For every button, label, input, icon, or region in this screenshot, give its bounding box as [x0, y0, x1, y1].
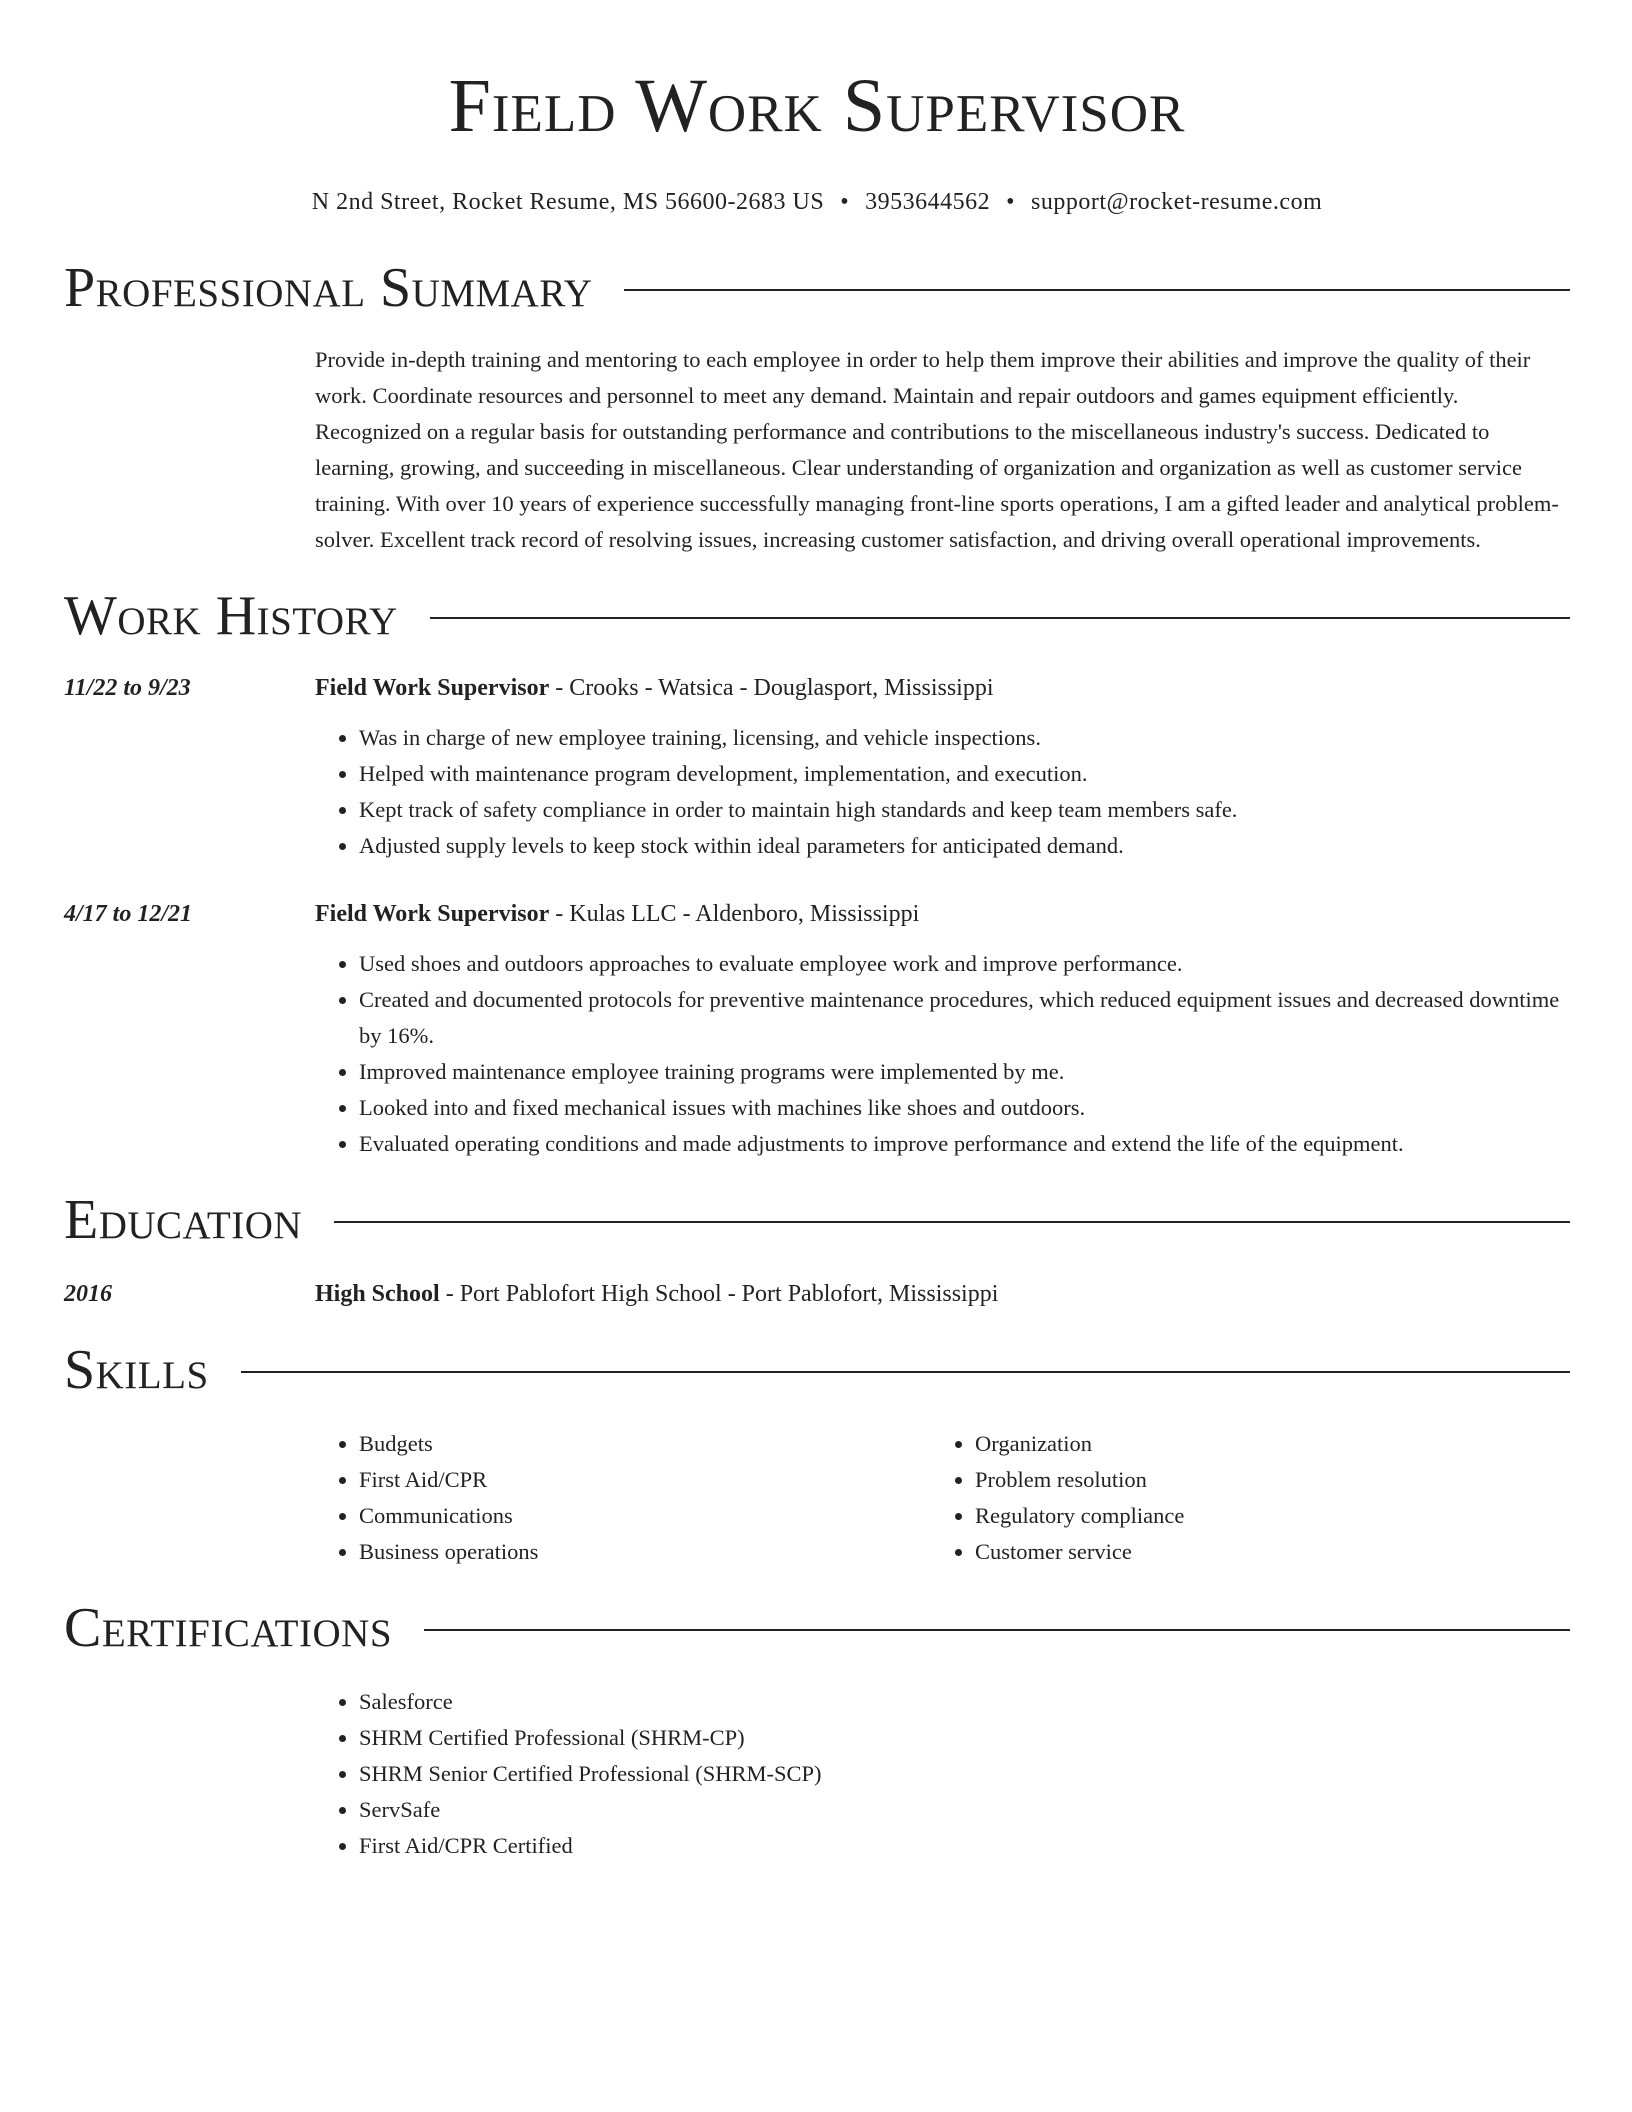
education-header — [64, 1276, 1570, 1312]
list-item: • Problem resolution — [975, 1462, 1547, 1498]
contact-phone: 3953644562 — [865, 189, 991, 215]
section-divider — [624, 289, 1570, 291]
list-item: • First Aid/CPR Certified — [359, 1828, 1570, 1864]
work-heading: Work History — [64, 585, 398, 647]
list-item: • Looked into and fixed mechanical issues with machines like shoes and outdoors. — [359, 1090, 1570, 1126]
list-item: • Adjusted supply levels to keep stock within ideal parameters for anticipated demand. — [359, 828, 1570, 864]
candidate-name: Field Work Supervisor — [448, 64, 1186, 148]
summary-section-header — [64, 256, 1570, 320]
education-heading: Education — [64, 1189, 303, 1251]
list-item: • SHRM Senior Certified Professional (SHRM-SCP) — [359, 1756, 1570, 1792]
list-item: • Created and documented protocols for preventive maintenance procedures, which reduced equipment issues and decreased downtime by 16%. — [359, 982, 1570, 1054]
job-entry — [64, 670, 1570, 864]
list-item: • Kept track of safety compliance in order to maintain high standards and keep team members safe. — [359, 792, 1570, 828]
education-degree: High School — [315, 1281, 440, 1307]
section-divider — [241, 1371, 1570, 1373]
skills-columns — [315, 1426, 1570, 1570]
list-item: • Communications — [359, 1498, 931, 1534]
list-item: • Helped with maintenance program development, implementation, and execution. — [359, 756, 1570, 792]
list-item: • First Aid/CPR — [359, 1462, 931, 1498]
certifications-heading: Certifications — [64, 1597, 393, 1659]
list-item: • ServSafe — [359, 1792, 1570, 1828]
contact-email: support@rocket-resume.com — [1031, 189, 1323, 215]
skills-heading: Skills — [64, 1339, 209, 1401]
list-item: • Regulatory compliance — [975, 1498, 1547, 1534]
contact-line — [64, 186, 1570, 218]
education-year: 2016 — [64, 1281, 112, 1307]
list-item: • Was in charge of new employee training, licensing, and vehicle inspections. — [359, 720, 1570, 756]
job-dates: 4/17 to 12/21 — [64, 901, 193, 927]
job-title-line — [315, 670, 994, 706]
skills-section-header — [64, 1338, 1570, 1402]
education-school: - Port Pablofort High School - Port Pablofort, Mississippi — [439, 1281, 999, 1307]
section-divider — [424, 1629, 1570, 1631]
list-item: • Improved maintenance employee training programs were implemented by me. — [359, 1054, 1570, 1090]
contact-separator: • — [840, 189, 850, 215]
certifications-list — [315, 1684, 1570, 1864]
education-entry — [64, 1276, 1570, 1312]
certifications-section-header — [64, 1596, 1570, 1660]
list-item: • Business operations — [359, 1534, 931, 1570]
list-item: • Evaluated operating conditions and made adjustments to improve performance and extend the life of the equipment. — [359, 1126, 1570, 1162]
skills-list-right — [931, 1426, 1547, 1570]
job-title: Field Work Supervisor — [315, 675, 550, 701]
skills-list-left — [315, 1426, 931, 1570]
job-header — [64, 896, 1570, 932]
summary-text: Provide in-depth training and mentoring to each employee in order to help them improve their abilities and improve the quality of their work. Coordinate resources and personnel to meet any demand. Maintain and repair outdoors and games equipment efficiently. Recognized on a regular basis for outstanding performance and contributions to the miscellaneous industry's success. Dedicated to learning, growing, and succeeding in miscellaneous. Clear understanding of organization and organization as well as customer service training. With over 10 years of experience successfully managing front-line sports operations, I am a gifted leader and analytical problem-solver. Excellent track record of resolving issues, increasing customer satisfaction, and driving overall operational improvements. — [315, 347, 1559, 552]
list-item: • SHRM Certified Professional (SHRM-CP) — [359, 1720, 1570, 1756]
contact-separator: • — [1006, 189, 1016, 215]
section-divider — [430, 617, 1570, 619]
contact-address: N 2nd Street, Rocket Resume, MS 56600-2683 US — [311, 189, 825, 215]
job-header — [64, 670, 1570, 706]
list-item: • Customer service — [975, 1534, 1547, 1570]
job-employer: - Kulas LLC - Aldenboro, Mississippi — [549, 901, 920, 927]
job-title: Field Work Supervisor — [315, 901, 550, 927]
section-divider — [334, 1221, 1570, 1223]
work-section-header — [64, 584, 1570, 648]
education-title-line — [315, 1276, 998, 1312]
list-item: • Budgets — [359, 1426, 931, 1462]
list-item: • Organization — [975, 1426, 1547, 1462]
job-bullets — [315, 720, 1570, 864]
job-title-line — [315, 896, 919, 932]
job-dates: 11/22 to 9/23 — [64, 675, 191, 701]
job-entry — [64, 896, 1570, 1162]
list-item: • Used shoes and outdoors approaches to evaluate employee work and improve performance. — [359, 946, 1570, 982]
job-employer: - Crooks - Watsica - Douglasport, Mississippi — [549, 675, 994, 701]
education-section-header — [64, 1188, 1570, 1252]
job-bullets — [315, 946, 1570, 1162]
list-item: • Salesforce — [359, 1684, 1570, 1720]
summary-heading: Professional Summary — [64, 257, 593, 319]
